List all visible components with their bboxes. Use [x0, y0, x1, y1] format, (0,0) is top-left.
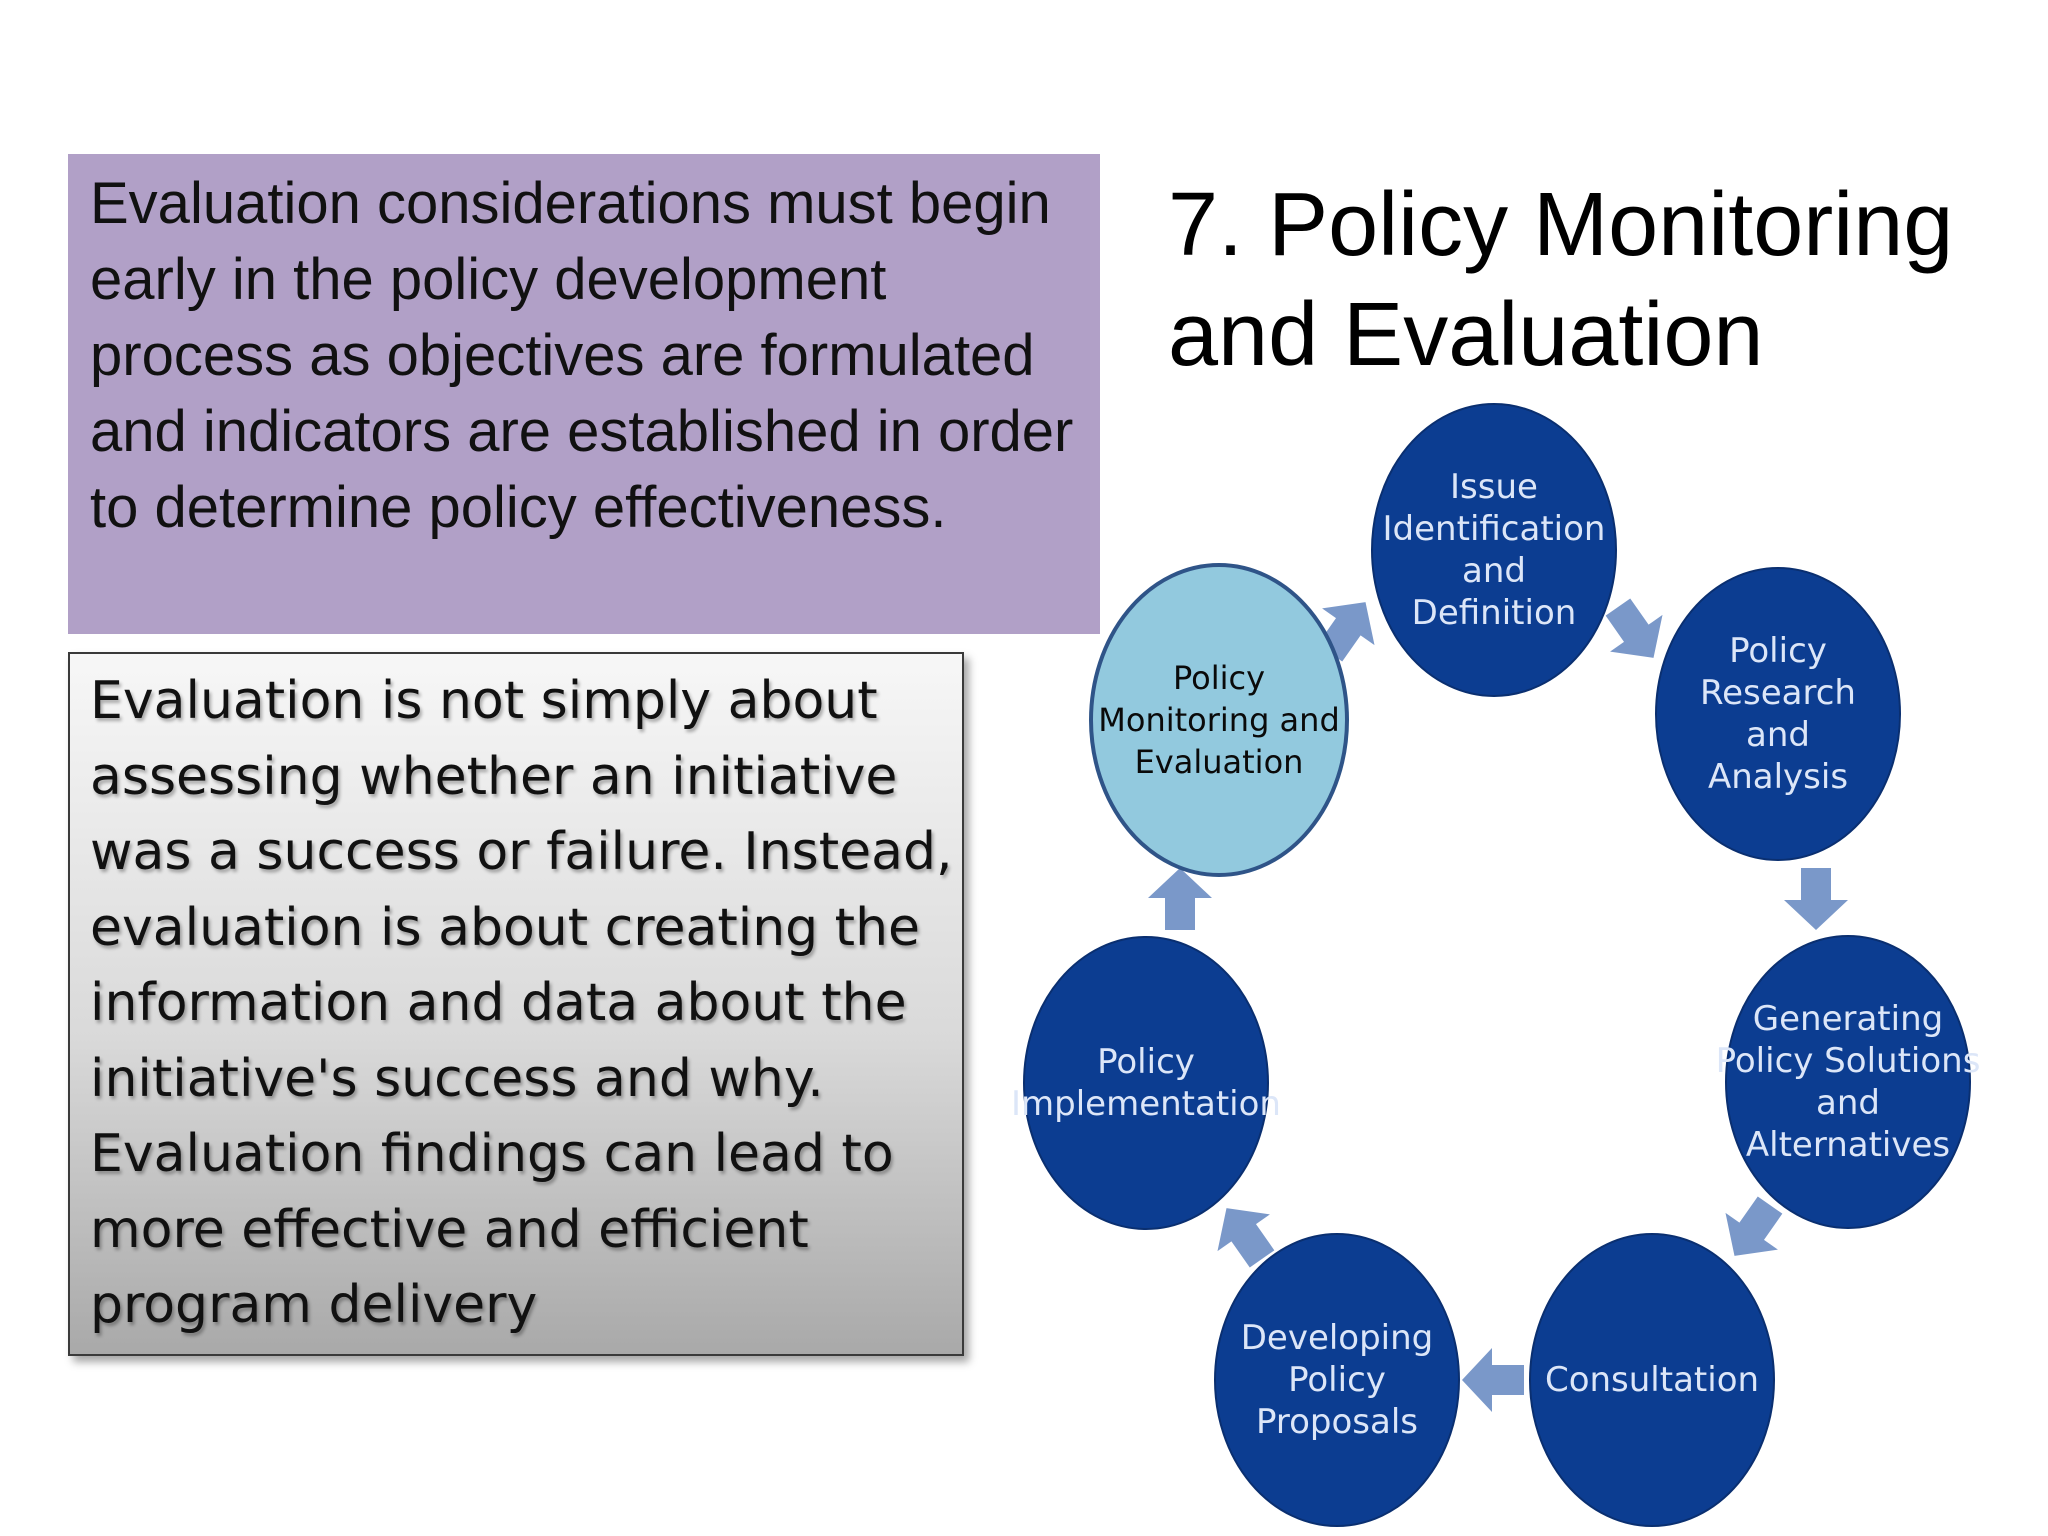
cycle-node-implementation-shape	[1024, 937, 1268, 1229]
cycle-node-issue-label-line: Definition	[1411, 593, 1577, 633]
cycle-node-consultation-label-line: Consultation	[1544, 1360, 1760, 1400]
cycle-node-research-shape	[1656, 568, 1900, 860]
cycle-node-issue-label-line: Issue	[1450, 467, 1538, 507]
slide-title: 7. Policy Monitoring and Evaluation	[1168, 175, 1954, 385]
cycle-node-issue-label-line: and	[1462, 551, 1526, 591]
cycle-node-solutions-label-line: Generating	[1752, 999, 1944, 1039]
cycle-node-research-label-line: Policy	[1729, 631, 1827, 671]
cycle-node-research-label-line: Research	[1700, 673, 1856, 713]
detail-text: Evaluation is not simply about assessing whether an initiative was a success or failure. Instead, evaluation is about creating the information and data about the initiative's success and why. Evaluation findings can lead to more effective and efficient program delivery	[90, 671, 953, 1335]
cycle-node-proposals-label-line: Policy	[1288, 1360, 1386, 1400]
cycle-node-research-label-line: Analysis	[1707, 757, 1849, 797]
cycle-node-issue-label-line: Identification	[1382, 509, 1606, 549]
cycle-node-implementation	[1011, 937, 1281, 1229]
cycle-node-proposals-label-line: Proposals	[1255, 1402, 1419, 1442]
cycle-arrow	[1462, 1348, 1524, 1412]
cycle-node-implementation-label-line: Policy	[1097, 1042, 1195, 1082]
cycle-arrow	[1784, 868, 1848, 930]
cycle-node-proposals-label-line: Developing	[1240, 1318, 1434, 1358]
cycle-node-solutions-label-line: Alternatives	[1745, 1125, 1951, 1165]
cycle-node-monitoring-label-line: Monitoring and	[1098, 701, 1340, 739]
cycle-node-proposals	[1215, 1234, 1459, 1526]
cycle-arrow	[1148, 868, 1212, 930]
cycle-node-monitoring-label-line: Policy	[1172, 659, 1266, 697]
cycle-node-consultation	[1530, 1234, 1774, 1526]
cycle-node-solutions-label-line: and	[1816, 1083, 1880, 1123]
cycle-node-issue	[1372, 404, 1616, 696]
cycle-node-monitoring	[1091, 565, 1347, 875]
cycle-node-monitoring-label-line: Evaluation	[1134, 743, 1304, 781]
cycle-node-research	[1656, 568, 1900, 860]
cycle-node-issue-shape	[1372, 404, 1616, 696]
cycle-node-solutions-label-line: Policy Solutions	[1715, 1041, 1981, 1081]
cycle-nodes	[1011, 404, 1980, 1526]
cycle-node-implementation-label-line: Implementation	[1011, 1084, 1281, 1124]
cycle-node-solutions-shape	[1726, 936, 1970, 1228]
cycle-node-solutions	[1716, 936, 1981, 1228]
cycle-node-research-label-line: and	[1746, 715, 1810, 755]
intro-text: Evaluation considerations must begin early in the policy development process as objectives are formulated and indicators are established in order to determine policy effectiveness.	[90, 171, 1074, 540]
